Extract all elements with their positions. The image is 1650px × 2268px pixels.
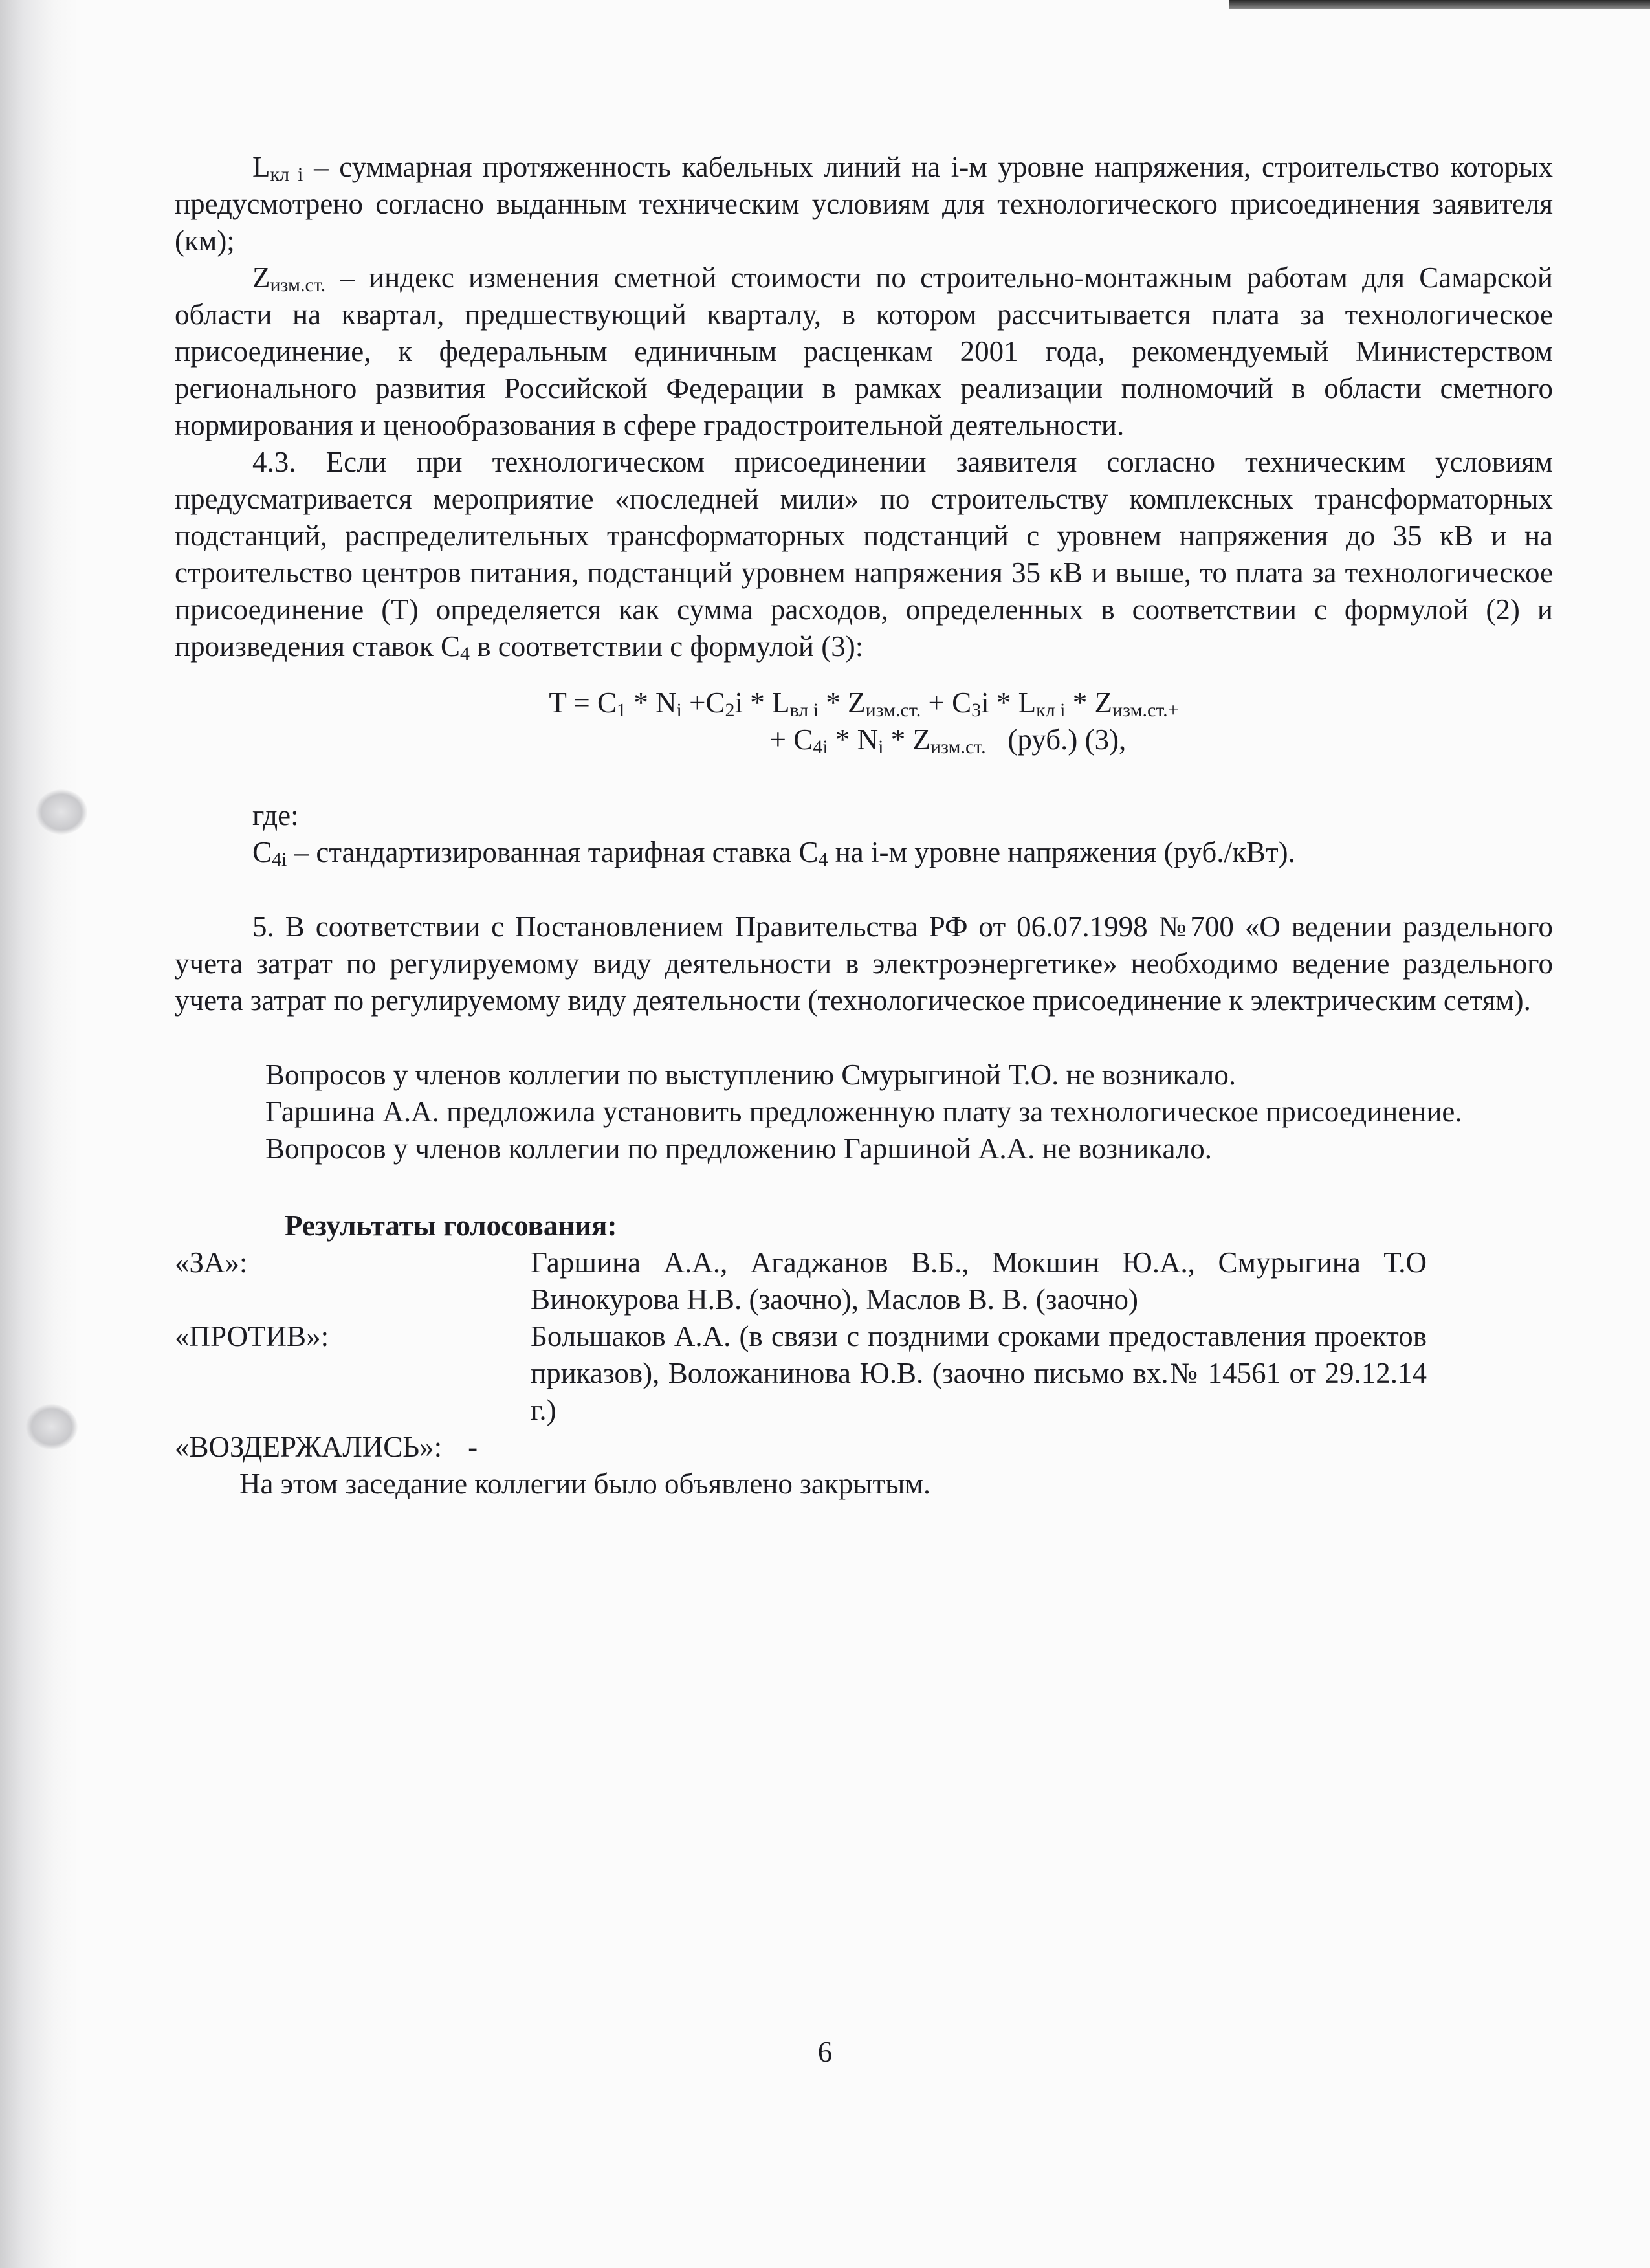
document-page	[175, 149, 1553, 1503]
punch-hole-top	[36, 789, 87, 835]
scan-top-edge	[1229, 0, 1650, 9]
vote-value: -	[468, 1431, 478, 1463]
variable-symbol: L	[252, 151, 270, 183]
discussion-line: Вопросов у членов коллегии по выступлению Смурыгиной Т.О. не возникало.	[265, 1059, 1237, 1091]
formula-3	[175, 685, 1553, 758]
vote-label: «ПРОТИВ»:	[175, 1320, 329, 1352]
paragraph-4-3: 4.3. Если при технологическом присоединении заявителя согласно техническим условиям предусматривается мероприятие «последней мили» по строительству комплексных трансформаторных подстанций, распределительных трансформаторных подстанций с уровнем напряжения до 35 кВ и на строительство центров питания, подстанций уровнем напряжения 35 кВ и выше, то плата за технологическое присоединение (Т) определяется как сумма расходов, определенных в соответствии с формулой (2) и произведения ставок $С_4$ в соответствии с формулой (3):	[175, 446, 1553, 665]
vote-label: «ВОЗДЕРЖАЛИСЬ»:	[175, 1431, 443, 1463]
paragraph-section-5: 5. В соответствии с Постановлением Правительства РФ от 06.07.1998 №700 «О ведении раздельного учета затрат по регулируемому виду деятельности в электроэнергетике» необходимо ведение раздельного учета затрат по регулируемому виду деятельности (технологическое присоединение к электрическим сетям).	[175, 910, 1553, 1017]
punch-hole-bottom	[26, 1404, 78, 1449]
vote-value: Гаршина А.А., Агаджанов В.Б., Мокшин Ю.А., Смурыгина Т.О Винокурова Н.В. (заочно), Маслов В. В. (заочно)	[531, 1246, 1427, 1316]
vote-value: Большаков А.А. (в связи с поздними сроками предоставления проектов приказов), Воложанинова Ю.В. (заочно письмо вх.№ 14561 от 29.12.14 г.)	[531, 1320, 1427, 1426]
discussion-line: Вопросов у членов коллегии по предложению Гаршиной А.А. не возникало.	[265, 1132, 1213, 1165]
formula-line-2: + $C_{4i} * N_i * Z_{изм.ст.}$ (руб.) (3),	[769, 723, 1127, 758]
voting-title: Результаты голосования:	[285, 1209, 617, 1242]
paragraph-zizm-definition: $Z_{изм.ст.}$ – индекс изменения сметной стоимости по строительно-монтажным работам для Самарской области на квартал, предшествующий кварталу, в котором рассчитывается плата за технологическое присоединение, к федеральным единичным расценкам 2001 года, рекомендуемый Министерством регионального развития Российской Федерации в рамках реализации полномочий в области сметного нормирования и ценообразования в сфере градостроительной деятельности.	[175, 261, 1553, 441]
closing-statement: На этом заседание коллегии было объявлено закрытым.	[239, 1468, 931, 1500]
discussion-line: Гаршина А.А. предложила установить предложенную плату за технологическое присоединение.	[265, 1095, 1462, 1128]
vote-row-abstained	[175, 1429, 1553, 1466]
voting-results	[175, 1207, 1553, 1466]
vote-label: «ЗА»:	[175, 1246, 248, 1279]
paragraph-lkl-definition: $L_{кл i}$ – суммарная протяженность кабельных линий на i-м уровне напряжения, строительство которых предусмотрено согласно выданным техническим условиям для технологического присоединения заявителя (км);	[175, 151, 1554, 257]
page-number: 6	[817, 2036, 833, 2068]
discussion-block	[175, 1057, 1553, 1167]
variable-symbol: Z	[252, 261, 270, 294]
paragraph-c4i-definition: $С_{4i}$ – стандартизированная тарифная ставка $С_4$ на i-м уровне напряжения (руб./кВт).	[252, 836, 1295, 870]
scan-edge-shadow	[0, 0, 78, 2268]
where-label: где:	[252, 799, 299, 831]
formula-line-1: $T = C_1 * N_i +C_2i * L_{вл i} * Z_{изм.ст.} + C_3i * L_{кл i} * Z_{изм.ст.+}$	[549, 687, 1179, 721]
vote-row-for	[175, 1244, 1553, 1318]
vote-row-against	[175, 1318, 1553, 1429]
